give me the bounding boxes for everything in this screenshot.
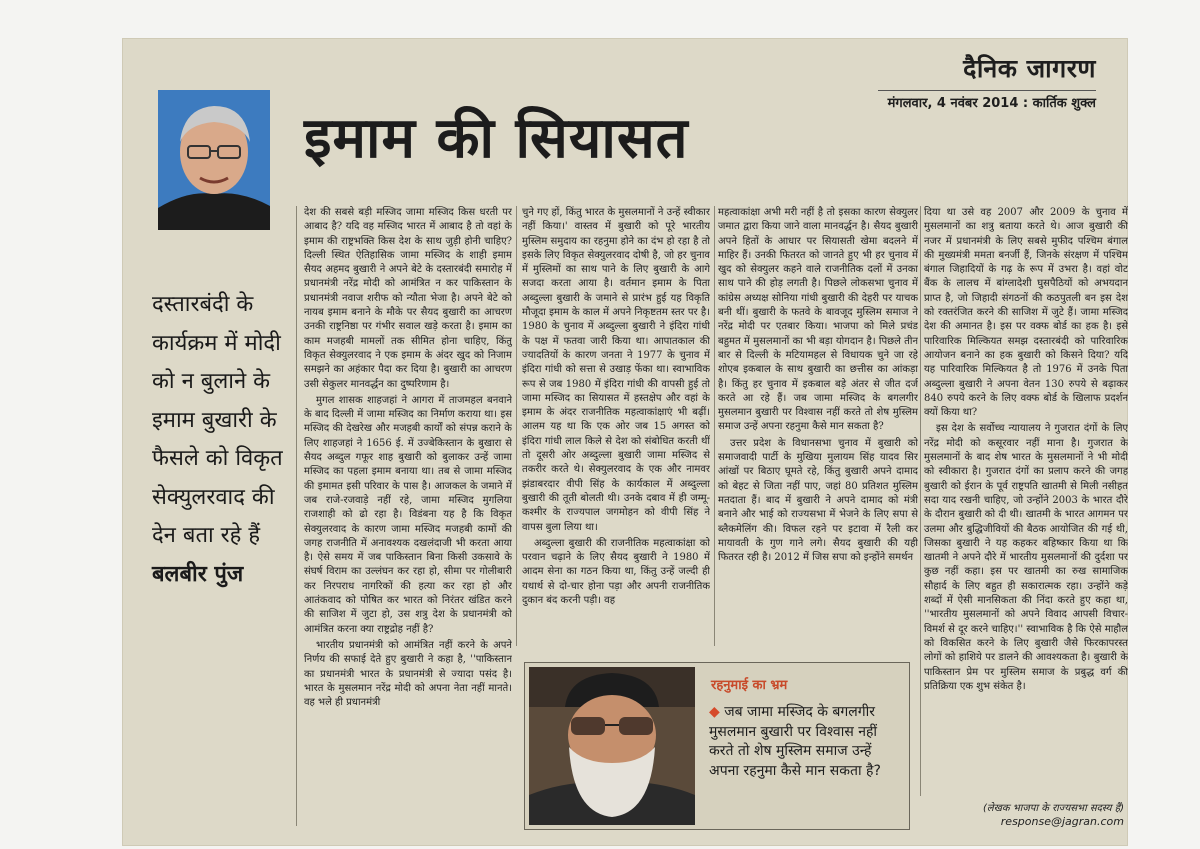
pull-quote-body: जब जामा मस्जिद के बगलगीर मुसलमान बुखारी पर विश्वास नहीं करते तो शेष मुस्लिम समाज उन्हें अपना रहनुमा कैसे मान सकता है?	[709, 704, 881, 779]
article-column-2	[522, 206, 710, 650]
masthead	[878, 52, 1096, 122]
article-column-4	[924, 206, 1128, 804]
paragraph: महत्वाकांक्षा अभी मरी नहीं है तो इसका कारण सेक्युलर जमात द्वारा किया जाने वाला मानवर्द्धन है। सैयद बुखारी अपने हितों के आधार पर सियासती खेमा बदलने में माहिर हैं। उनकी फितरत को जानते हुए भी हर चुनाव में खुद को सेक्युलर कहने वाले राजनीतिक दलों में उनका साथ पाने की होड़ लगती है। पिछले लोकसभा चुनाव में कांग्रेस अध्यक्ष सोनिया गांधी बुखारी की देहरी पर याचक बनी थीं। बुखारी के फतवे के बावजूद मुस्लिम समाज ने नरेंद्र मोदी पर एतबार किया। भाजपा को मिले प्रचंड बहुमत में मुसलमानों का भी बड़ा योगदान है। पिछले तीन बार से दिल्ली के मटियामहल से विधायक चुने जा रहे शोएब इकबाल के साथ बुखारी का छत्तीस का आंकड़ा है। किंतु हर चुनाव में इकबाल बड़े अंतर से जीत दर्ज करते आ रहे हैं। जब जामा मस्जिद के बगलगीर मुसलमान बुखारी पर विश्वास नहीं करते तो शेष मुस्लिम समाज उन्हें अपना रहनुमा कैसे मान सकता है?	[718, 207, 918, 433]
column-divider	[516, 206, 517, 646]
pull-quote-text	[709, 703, 903, 781]
column-divider	[920, 206, 921, 796]
paragraph: भारतीय प्रधानमंत्री को आमंत्रित नहीं करने के अपने निर्णय की सफाई देते हुए बुखारी ने कहा है, ''पाकिस्तान का प्रधानमंत्री भारत के प्रधानमंत्री से ज्यादा पसंद है। भारत के मुसलमान नरेंद्र मोदी को अपना नेता नहीं मानते। वह भले ही प्रधानमंत्री	[304, 639, 512, 709]
issue-date: मंगलवार, 4 नवंबर 2014 : कार्तिक शुक्ल	[878, 90, 1096, 111]
pull-quote-title: रहनुमाई का भ्रम	[711, 678, 788, 693]
paragraph: उत्तर प्रदेश के विधानसभा चुनाव में बुखारी को समाजवादी पार्टी के मुखिया मुलायम सिंह यादव सिर आंखों पर बिठाए घूमते रहे, किंतु बुखारी अपने दामाद को बेहट से जिता नहीं पाए, जहां 80 प्रतिशत मुस्लिम मतदाता हैं। बाद में बुखारी ने अपने दामाद को मंत्री बनाने और भाई को राज्यसभा में भेजने के लिए सपा से ब्लैकमेलिंग की। विफल रहने पर इटावा में रैली कर मायावती के गुण गाने लगे। सैयद बुखारी की यही फितरत रही है। 2012 में जिस सपा को इन्होंने समर्थन	[718, 437, 918, 564]
author-name: बलबीर पुंज	[152, 561, 244, 587]
author-portrait-icon	[158, 90, 270, 230]
response-email: response@jagran.com	[1000, 815, 1124, 828]
paragraph: देश की सबसे बड़ी मस्जिद जामा मस्जिद किस धरती पर आबाद है? यदि वह मस्जिद भारत में आबाद है तो वहां के इमाम की राष्ट्रभक्ति किस देश के साथ जुड़ी होनी चाहिए? दिल्ली स्थित ऐतिहासिक जामा मस्जिद के शाही इमाम सैयद अहमद बुखारी ने अपने बेटे के दस्तारबंदी समारोह में प्रधानमंत्री नरेंद्र मोदी को आमंत्रित न कर पाकिस्तान के प्रधानमंत्री नवाज शरीफ को न्यौता भेजा है। अपने बेटे को नायब इमाम बनाने के मौके पर सैयद बुखारी का आचरण उनकी राष्ट्रनिष्ठा पर गंभीर सवाल खड़े करता है। इमाम का काम मजहबी मामलों तक सीमित होना चाहिए, किंतु विकृत सेक्युलरवाद ने एक इमाम के अंदर खुद को निजाम समझने का अहंकार पैदा कर दिया है। बुखारी का आचरण उसी सेकुलर मानवर्द्धन का दुष्परिणाम है।	[304, 207, 512, 390]
article-column-1	[304, 206, 512, 836]
newspaper-name: दैनिक जागरण	[963, 54, 1096, 83]
author-note: (लेखक भाजपा के राज्यसभा सदस्य हैं)	[983, 803, 1124, 814]
paragraph: मुगल शासक शाहजहां ने आगरा में ताजमहल बनवाने के बाद दिल्ली में जामा मस्जिद का निर्माण कराया था। इस मस्जिद की देखरेख और मजहबी कार्यों को संपन्न कराने के लिए शाहजहां ने 1656 ई. में उज्बेकिस्तान के बुखारा से सैयद अब्दुल गफूर शाह बुखारी को बुलाकर उन्हें जामा मस्जिद का पहला इमाम बनाया था। तब से जामा मस्जिद की इमामत इसी परिवार के पास है। आजकल के जमाने में जब राजे-रजवाड़े नहीं रहे, जामा मस्जिद मुगलिया राजशाही को ढो रहा है। विडंबना यह है कि विकृत सेक्युलरवाद के कारण जामा मस्जिद मजहबी कामों की जगह राजनीति में अनावश्यक दखलंदाजी भी करता आया है। ऐसे समय में जब पाकिस्तान बिना किसी उकसावे के संघर्ष विराम का उल्लंघन कर रहा हो, सीमा पर गोलीबारी कर निरपराध नागरिकों की हत्या कर रहा हो और आतंकवाद को पोषित कर भारत को निरंतर खंडित करने की साजिश में जुटा हो, उस शत्रु देश के प्रधानमंत्री को आमंत्रित करना क्या राष्ट्रद्रोह नहीं है?	[304, 394, 512, 635]
author-photo	[158, 90, 270, 230]
paragraph: चुने गए हों, किंतु भारत के मुसलमानों ने उन्हें स्वीकार नहीं किया।' वास्तव में बुखारी को पूरे भारतीय मुस्लिम समुदाय का रहनुमा होने का दंभ हो रहा है तो इसके लिए विकृत सेक्युलरवाद दोषी है, जो हर चुनाव में मुस्लिमों का साथ पाने के लिए बुखारी के आगे सजदा करता आया है। वर्तमान इमाम के पिता अब्दुल्ला बुखारी के जमाने से प्रारंभ हुई यह विकृति मौजूदा इमाम के काल में अपने निकृष्टतम स्तर पर है। 1980 के चुनाव में अब्दुल्ला बुखारी ने इंदिरा गांधी के पक्ष में फतवा जारी किया था। आपातकाल की ज्यादतियों के कारण जनता ने 1977 के चुनाव में इंदिरा गांधी को सत्ता से उखाड़ फेंका था। स्वाभाविक रूप से जब 1980 में इंदिरा गांधी की वापसी हुई तो जामा मस्जिद का सियासत में हस्तक्षेप और वहां के इमाम के अंदर राजनीतिक महत्वाकांक्षाएं भी बढ़ीं। आलम यह था कि एक ओर जब 15 अगस्त को इंदिरा गांधी लाल किले से देश को संबोधित करती थीं तो दूसरी ओर अब्दुल्ला बुखारी जामा मस्जिद से तकरीर करते थे। सेक्युलरवाद के एक और नामवर झंडाबरदार वीपी सिंह के कार्यकाल में अब्दुल्ला बुखारी की तूती बोलती थी। उनके दबाव में ही जम्मू-कश्मीर के राज्यपाल जगमोहन को वीपी सिंह ने वापस बुला लिया था।	[522, 207, 710, 533]
column-divider	[296, 206, 297, 826]
paragraph: इस देश के सर्वोच्च न्यायालय ने गुजरात दंगों के लिए नरेंद्र मोदी को कसूरवार नहीं माना है। गुजरात के मुसलमानों के बाद शेष भारत के मुसलमानों ने भी मोदी को स्वीकारा है। गुजरात दंगों का प्रलाप करने की जगह बुखारी को ईरान के पूर्व राष्ट्रपति खातमी से मिली नसीहत सदा याद रखनी चाहिए, जो उन्होंने 2003 के भारत दौरे के दौरान बुखारी को दी थी। खातमी के भारत आगमन पर उलमा और बुद्धिजीवियों की बैठक आयोजित की गई थी, जिसका बुखारी ने यह कहकर बहिष्कार किया था कि खातमी ने अपने दौरे में भारतीय मुसलमानों की दुर्दशा पर कुछ नहीं कहा। इस पर खातमी का रुख सामाजिक सौहार्द के लिए बहुत ही सकारात्मक रहा। उन्होंने कड़े शब्दों में ऐसी मानसिकता की निंदा करते हुए कहा था, ''भारतीय मुसलमानों को अपने विवाद आपसी विचार-विमर्श से दूर करने चाहिए।'' स्वाभाविक है कि ऐसे माहौल को विकसित करने के लिए बुखारी जैसे फिरकापरस्त लोगों को हाशिये पर डालने की आवश्यकता है। बुखारी के पाकिस्तान प्रेम पर मुस्लिम समाज के प्रबुद्ध वर्ग की प्रतिक्रिया एक शुभ संकेत है।	[924, 423, 1128, 692]
article-column-3	[718, 206, 918, 650]
summary-text: दस्तारबंदी के कार्यक्रम में मोदी को न बुलाने के इमाम बुखारी के फैसले को विकृत सेक्युलरवाद की देन बता रहे हैं	[152, 292, 283, 548]
pull-quote-box	[524, 662, 910, 830]
column-divider	[714, 206, 715, 646]
diamond-bullet-icon: ◆	[709, 704, 725, 720]
headline: इमाम की सियासत	[304, 106, 689, 171]
imam-portrait-icon	[529, 667, 695, 825]
paragraph: अब्दुल्ला बुखारी की राजनीतिक महत्वाकांक्षा को परवान चढ़ाने के लिए सैयद बुखारी ने 1980 में आदम सेना का गठन किया था, किंतु उन्हें जल्दी ही यथार्थ से दो-चार होना पड़ा और अपनी राजनीतिक दुकान बंद करनी पड़ी। वह	[522, 537, 710, 607]
imam-photo	[529, 667, 695, 825]
paragraph: दिया था उसे वह 2007 और 2009 के चुनाव में मुसलमानों का शत्रु बताया करते थे। आज बुखारी की नजर में प्रधानमंत्री के लिए सबसे मुफीद पश्चिम बंगाल की मुख्यमंत्री ममता बनर्जी हैं, जिनके संरक्षण में पश्चिम बंगाल जिहादियों के गढ़ के रूप में उभरा है। वहां वोट बैंक के लालच में बांग्लादेशी घुसपैठियों को अभयदान प्राप्त है, जो जिहादी संगठनों की कठपुतली बन इस देश को रक्तरंजित करने की साजिश में जुटे हैं। जामा मस्जिद देश की अमानत है। इस पर वक्फ बोर्ड का हक है। इसे पारिवारिक मिल्कियत समझ दस्तारबंदी को पारिवारिक आयोजन बनाने का हक बुखारी को किसने दिया? यदि यह पारिवारिक मिल्कियत है तो 1976 में उनके पिता अब्दुल्ला बुखारी ने अपना वेतन 130 रुपये से बढ़ाकर 840 रुपये करने के लिए वक्फ बोर्ड के खिलाफ प्रदर्शन क्यों किया था?	[924, 207, 1128, 419]
article-summary	[152, 286, 290, 726]
